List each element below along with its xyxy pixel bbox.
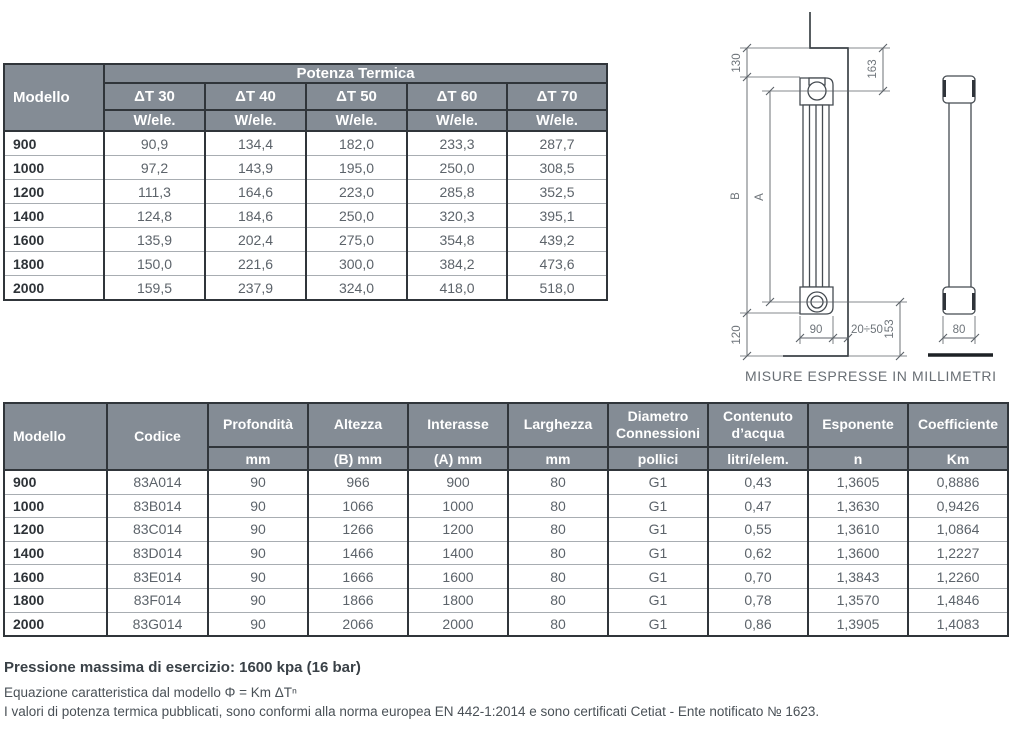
t2-unit: (A) mm [408,447,508,470]
value-cell: 1,4846 [908,588,1008,612]
table-row [4,470,1008,494]
t2-col-coefficiente: Coefficiente [908,403,1008,447]
dim-b-label: B [730,192,742,200]
t2-col-profondita: Profondità [208,403,308,447]
value-cell: G1 [608,612,708,636]
value-cell: 0,70 [708,565,808,589]
thermal-output-table [3,63,608,301]
model-cell: 2000 [4,276,104,301]
value-cell: 250,0 [306,204,407,228]
value-cell: 90 [208,612,308,636]
value-cell: 223,0 [306,180,407,204]
value-cell: 80 [508,518,608,542]
dim-90-label: 90 [809,324,823,336]
model-cell: 900 [4,131,104,156]
t2-col-diametro: Diametro Connessioni [608,403,708,447]
value-cell: 237,9 [205,276,306,301]
value-cell: 0,78 [708,588,808,612]
value-cell: 473,6 [507,252,607,276]
value-cell: 90 [208,518,308,542]
value-cell: 1000 [408,494,508,518]
value-cell: 159,5 [104,276,205,301]
value-cell: 233,3 [407,131,507,156]
table-row [4,541,1008,565]
front-view-bottom-cap [943,287,975,314]
dimensions-table [3,402,1009,637]
value-cell: 1200 [408,518,508,542]
t1-title-header: Potenza Termica [104,64,607,83]
value-cell: 2066 [308,612,408,636]
value-cell: 1266 [308,518,408,542]
value-cell: 0,55 [708,518,808,542]
value-cell: 352,5 [507,180,607,204]
model-cell: 2000 [4,612,107,636]
value-cell: 83B014 [107,494,208,518]
value-cell: G1 [608,565,708,589]
t2-unit: mm [508,447,608,470]
value-cell: 90 [208,470,308,494]
dim-120-label: 120 [731,325,743,345]
value-cell: 164,6 [205,180,306,204]
t1-col-dt70: ΔT 70 [507,83,607,110]
value-cell: 1,3905 [808,612,908,636]
value-cell: G1 [608,470,708,494]
front-view-top-cap [943,76,975,103]
value-cell: 518,0 [507,276,607,301]
value-cell: 308,5 [507,156,607,180]
t2-unit: n [808,447,908,470]
value-cell: 439,2 [507,228,607,252]
value-cell: 1,0864 [908,518,1008,542]
t1-unit: W/ele. [104,110,205,131]
value-cell: 83D014 [107,541,208,565]
value-cell: 97,2 [104,156,205,180]
value-cell: 1066 [308,494,408,518]
model-cell: 1000 [4,156,104,180]
value-cell: 1600 [408,565,508,589]
t2-col-altezza: Altezza [308,403,408,447]
model-cell: 1400 [4,541,107,565]
value-cell: 90 [208,494,308,518]
value-cell: 300,0 [306,252,407,276]
value-cell: 111,3 [104,180,205,204]
value-cell: 0,47 [708,494,808,518]
radiator-technical-drawing [700,0,1010,390]
t2-col-esponente: Esponente [808,403,908,447]
table-row [4,518,1008,542]
value-cell: 80 [508,565,608,589]
value-cell: 1,3630 [808,494,908,518]
t2-unit: pollici [608,447,708,470]
table-row [4,180,607,204]
value-cell: 1866 [308,588,408,612]
value-cell: 83G014 [107,612,208,636]
table-row [4,252,607,276]
t2-unit: Km [908,447,1008,470]
t1-unit: W/ele. [407,110,507,131]
t2-col-interasse: Interasse [408,403,508,447]
model-cell: 1200 [4,518,107,542]
table-row [4,588,1008,612]
t2-unit: (B) mm [308,447,408,470]
t1-col-dt40: ΔT 40 [205,83,306,110]
value-cell: 1,3610 [808,518,908,542]
value-cell: 0,9426 [908,494,1008,518]
model-cell: 1800 [4,252,104,276]
table-row [4,131,607,156]
front-view-body [949,103,971,287]
value-cell: 143,9 [205,156,306,180]
drawing-caption: MISURE ESPRESSE IN MILLIMETRI [745,368,997,384]
dim-80-label: 80 [952,324,966,336]
table-row [4,565,1008,589]
table-row [4,204,607,228]
value-cell: G1 [608,494,708,518]
value-cell: 83A014 [107,470,208,494]
model-cell: 1600 [4,565,107,589]
value-cell: 275,0 [306,228,407,252]
value-cell: 182,0 [306,131,407,156]
t2-col-contenuto: Contenuto d’acqua [708,403,808,447]
value-cell: G1 [608,518,708,542]
dim-153-label: 153 [884,319,896,339]
value-cell: 83C014 [107,518,208,542]
value-cell: 395,1 [507,204,607,228]
value-cell: 1,3600 [808,541,908,565]
value-cell: 354,8 [407,228,507,252]
value-cell: 1466 [308,541,408,565]
value-cell: 418,0 [407,276,507,301]
value-cell: 80 [508,541,608,565]
value-cell: G1 [608,588,708,612]
value-cell: 124,8 [104,204,205,228]
value-cell: 324,0 [306,276,407,301]
t1-unit: W/ele. [306,110,407,131]
value-cell: 83F014 [107,588,208,612]
value-cell: 90 [208,588,308,612]
value-cell: 1,3570 [808,588,908,612]
t1-unit: W/ele. [507,110,607,131]
t1-col-dt30: ΔT 30 [104,83,205,110]
model-cell: 900 [4,470,107,494]
value-cell: 80 [508,494,608,518]
value-cell: 135,9 [104,228,205,252]
value-cell: 184,6 [205,204,306,228]
dim-163-label: 163 [867,59,879,79]
value-cell: 1666 [308,565,408,589]
t1-unit: W/ele. [205,110,306,131]
table-row [4,276,607,301]
certification-note: I valori di potenza termica pubblicati, sono conformi alla norma europea EN 442-1:2014 e sono certificati Cetiat - Ente notificato № 1623. [4,704,820,719]
value-cell: 900 [408,470,508,494]
value-cell: 1,4083 [908,612,1008,636]
table-row [4,156,607,180]
value-cell: 90,9 [104,131,205,156]
value-cell: 285,8 [407,180,507,204]
t2-col-larghezza: Larghezza [508,403,608,447]
value-cell: 1,3843 [808,565,908,589]
value-cell: 134,4 [205,131,306,156]
dim-a-label: A [754,193,766,201]
value-cell: 90 [208,541,308,565]
value-cell: 287,7 [507,131,607,156]
t1-modello-header: Modello [4,64,104,131]
value-cell: 384,2 [407,252,507,276]
model-cell: 1600 [4,228,104,252]
value-cell: 80 [508,612,608,636]
model-cell: 1400 [4,204,104,228]
value-cell: 250,0 [407,156,507,180]
characteristic-equation-note: Equazione caratteristica dal modello Φ = Km ΔTⁿ [4,685,297,700]
value-cell: 1400 [408,541,508,565]
model-cell: 1000 [4,494,107,518]
value-cell: 195,0 [306,156,407,180]
model-cell: 1800 [4,588,107,612]
value-cell: 0,62 [708,541,808,565]
value-cell: 320,3 [407,204,507,228]
extension-lines [740,48,975,356]
value-cell: 83E014 [107,565,208,589]
t1-col-dt50: ΔT 50 [306,83,407,110]
value-cell: 202,4 [205,228,306,252]
value-cell: 90 [208,565,308,589]
value-cell: 0,43 [708,470,808,494]
value-cell: 80 [508,588,608,612]
t2-codice-header: Codice [107,403,208,470]
table-row [4,494,1008,518]
value-cell: G1 [608,541,708,565]
dim-wall-distance-label: 20÷50 [851,324,883,336]
value-cell: 150,0 [104,252,205,276]
table-row [4,228,607,252]
value-cell: 0,86 [708,612,808,636]
dim-130-label: 130 [731,53,743,73]
value-cell: 2000 [408,612,508,636]
t2-modello-header: Modello [4,403,107,470]
model-cell: 1200 [4,180,104,204]
table-row [4,612,1008,636]
value-cell: 1,3605 [808,470,908,494]
value-cell: 1800 [408,588,508,612]
value-cell: 966 [308,470,408,494]
value-cell: 1,2260 [908,565,1008,589]
value-cell: 221,6 [205,252,306,276]
dimension-lines [747,48,975,356]
value-cell: 0,8886 [908,470,1008,494]
t2-unit: litri/elem. [708,447,808,470]
value-cell: 1,2227 [908,541,1008,565]
t2-unit: mm [208,447,308,470]
value-cell: 80 [508,470,608,494]
max-pressure-note: Pressione massima di esercizio: 1600 kpa (16 bar) [4,659,361,676]
t1-col-dt60: ΔT 60 [407,83,507,110]
